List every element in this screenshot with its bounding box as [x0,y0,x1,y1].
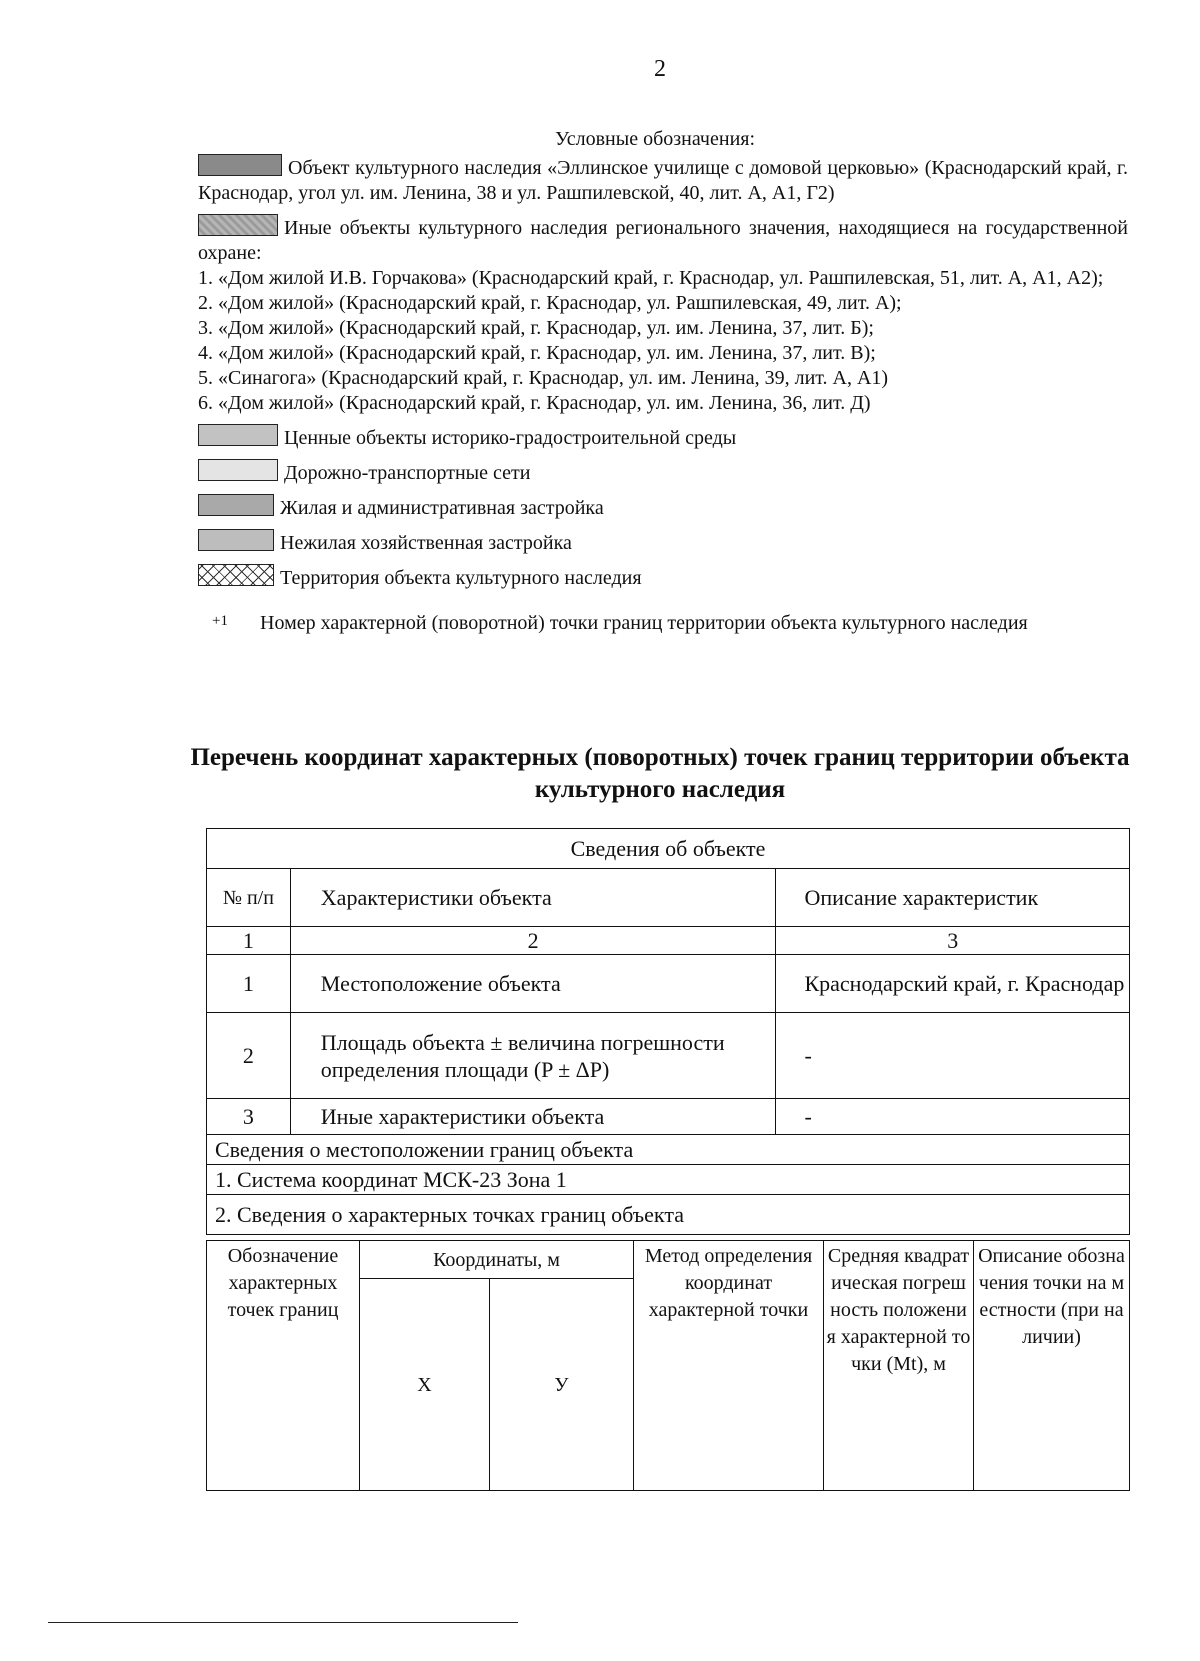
legend-nonresidential [198,529,1128,556]
object-info-header: Сведения об объекте [207,829,1130,869]
page-number: 2 [654,56,666,82]
valuable-object-swatch-icon [198,424,278,446]
col-error-header: Средняя квадратическая погрешность положения характерной точки (Mt), м [824,1241,974,1491]
points-header: 2. Сведения о характерных точках границ объекта [207,1195,1130,1235]
table-row [207,1099,1130,1135]
index-cell: 2 [290,927,776,955]
heritage-object-swatch-icon [198,154,282,176]
territory-hatch-swatch-icon [198,564,274,586]
legend-nonresidential-text: Нежилая хозяйственная застройка [280,532,572,554]
regional-item: 6. «Дом жилой» (Краснодарский край, г. Краснодар, ул. им. Ленина, 36, лит. Д) [198,392,871,414]
legend-heritage-object [198,154,1128,206]
legend [198,154,1128,636]
location-header: Сведения о местоположении границ объекта [207,1135,1130,1165]
legend-regional-intro-text: Иные объекты культурного наследия регионального значения, находящиеся на государственной охране: [198,217,1128,264]
page-title: Перечень координат характерных (поворотных) точек границ территории объекта культурного наследия [190,744,1130,803]
legend-territory [198,564,1128,591]
row-desc: - [776,1099,1130,1135]
row-desc: Краснодарский край, г. Краснодар [776,955,1130,1013]
road-network-swatch-icon [198,459,278,481]
col-num-header: № п/п [207,869,291,927]
regional-item: 5. «Синагога» (Краснодарский край, г. Краснодар, ул. им. Ленина, 39, лит. А, А1) [198,367,889,389]
coordinate-system: 1. Система координат МСК-23 Зона 1 [207,1165,1130,1195]
col-char-header: Характеристики объекта [290,869,776,927]
row-char: Местоположение объекта [290,955,776,1013]
regional-item: 2. «Дом жилой» (Краснодарский край, г. Краснодар, ул. Рашпилевская, 49, лит. А); [198,292,902,314]
legend-heading: Условные обозначения: [555,128,756,150]
col-x-header: X [360,1279,490,1491]
regional-item: 1. «Дом жилой И.В. Горчакова» (Краснодарский край, г. Краснодар, ул. Рашпилевская, 51, лит. А, А1, А2); [198,267,1104,289]
legend-road-text: Дорожно-транспортные сети [284,462,531,484]
legend-point-number-text: Номер характерной (поворотной) точки границ территории объекта культурного наследия [260,612,1028,634]
col-description-header: Описание обозначения точки на местности (при наличии) [974,1241,1130,1491]
regional-object-swatch-icon [198,214,278,236]
col-desc-header: Описание характеристик [776,869,1130,927]
legend-residential-text: Жилая и административная застройка [280,497,604,519]
index-cell: 1 [207,927,291,955]
row-char: Иные характеристики объекта [290,1099,776,1135]
table-row [207,955,1130,1013]
residential-swatch-icon [198,494,274,516]
index-cell: 3 [776,927,1130,955]
row-desc: - [776,1013,1130,1099]
row-num: 3 [207,1099,291,1135]
row-num: 1 [207,955,291,1013]
point-marker-icon: +1 [212,613,228,629]
col-method-header: Метод определения координат характерной точки [634,1241,824,1491]
regional-item: 3. «Дом жилой» (Краснодарский край, г. Краснодар, ул. им. Ленина, 37, лит. Б); [198,317,874,339]
legend-regional-objects [198,214,1128,266]
col-designation-header: Обозначение характерных точек границ [207,1241,360,1491]
coordinates-table [206,1240,1130,1491]
object-info-table [206,828,1130,1235]
row-num: 2 [207,1013,291,1099]
legend-point-number [198,609,1128,636]
row-char: Площадь объекта ± величина погрешности определения площади (P ± ΔP) [290,1013,776,1099]
legend-valuable-objects [198,424,1128,451]
legend-valuable-text: Ценные объекты историко-градостроительной среды [284,427,737,449]
legend-road-networks [198,459,1128,486]
legend-territory-text: Территория объекта культурного наследия [280,567,642,589]
table-row [207,1013,1130,1099]
legend-residential [198,494,1128,521]
col-coords-header: Координаты, м [360,1241,634,1279]
col-y-header: У [490,1279,634,1491]
nonresidential-swatch-icon [198,529,274,551]
footnote-separator [48,1622,518,1623]
regional-item: 4. «Дом жилой» (Краснодарский край, г. Краснодар, ул. им. Ленина, 37, лит. В); [198,342,876,364]
legend-heritage-object-text: Объект культурного наследия «Эллинское училище с домовой церковью» (Краснодарский край, г. Краснодар, угол ул. им. Ленина, 38 и ул. Рашпилевской, 40, лит. А, А1, Г2) [198,157,1128,204]
